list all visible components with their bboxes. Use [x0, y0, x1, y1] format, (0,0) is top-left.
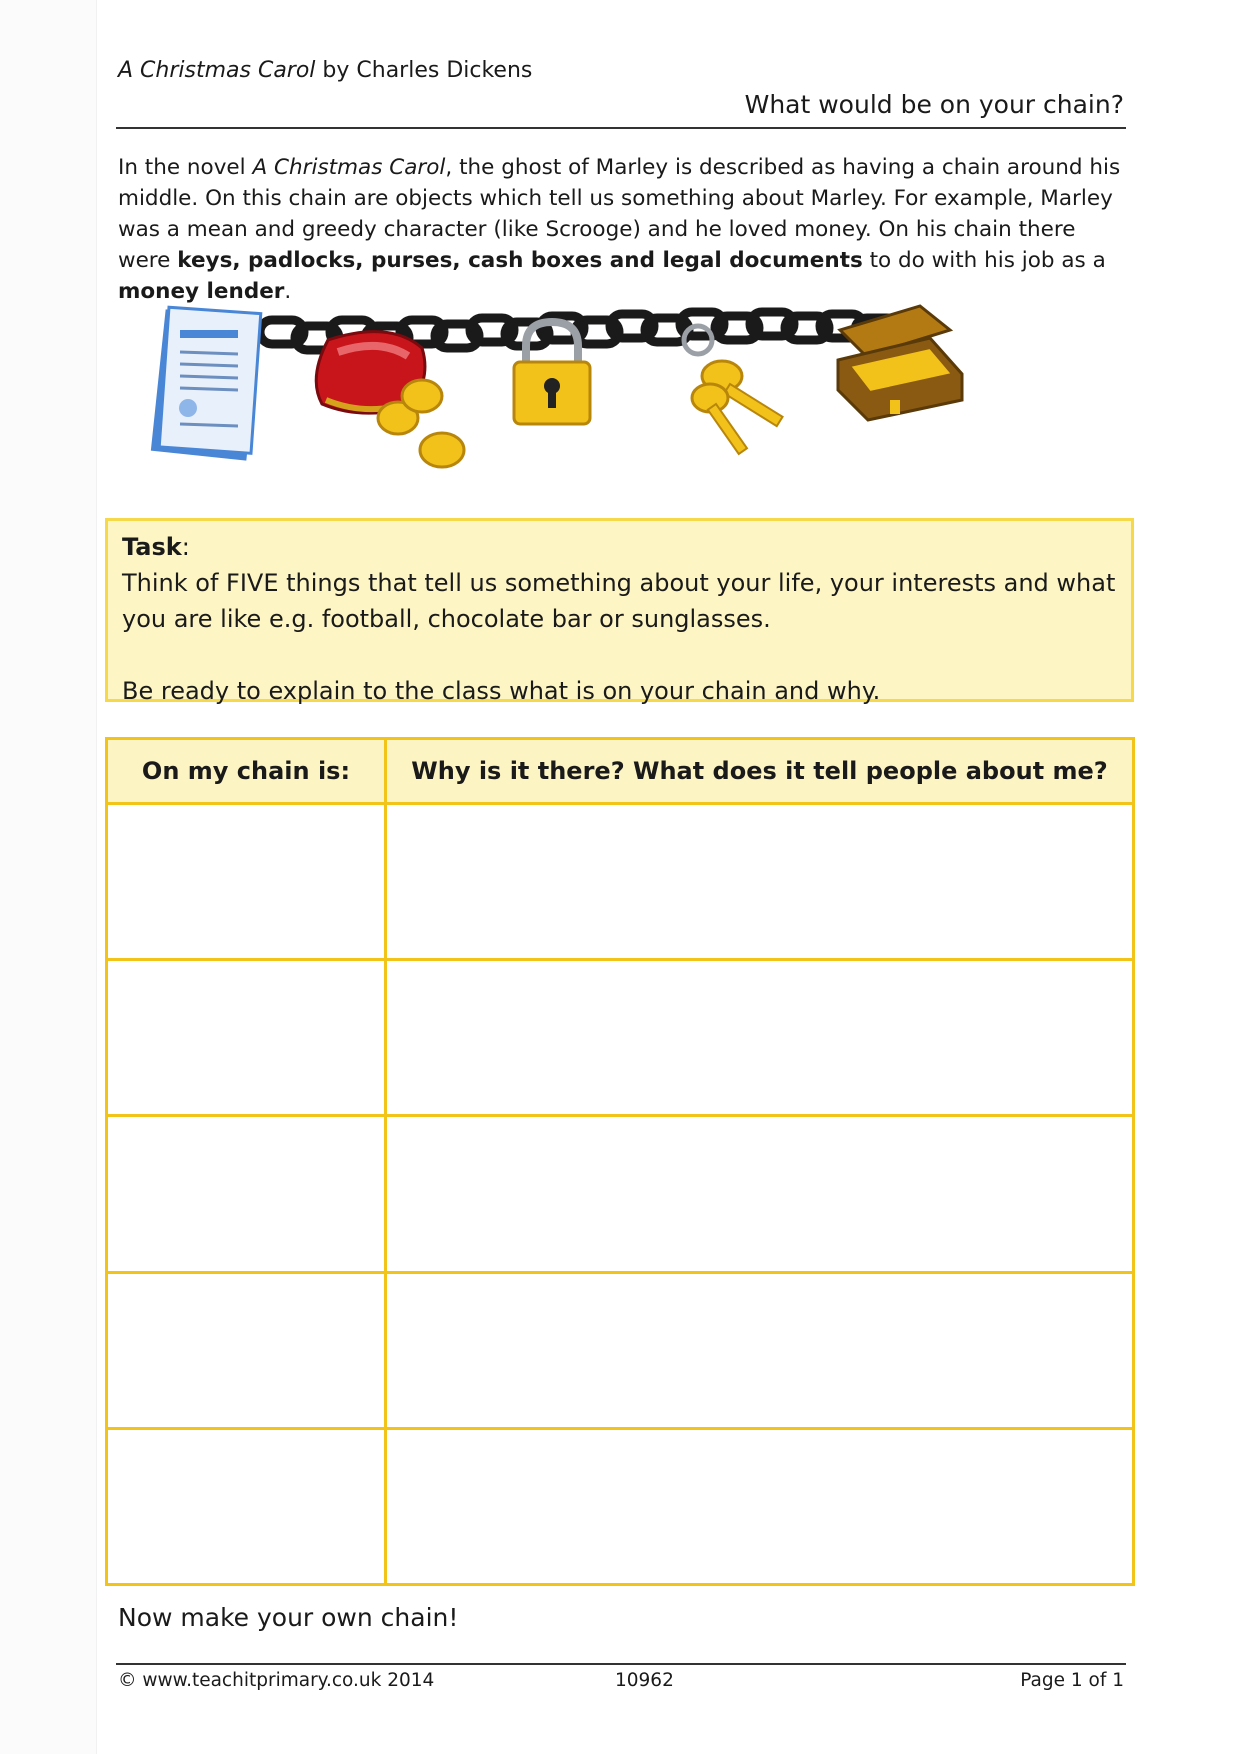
header-rule — [116, 127, 1126, 129]
table-header-row — [107, 739, 1134, 804]
task-heading: Task — [122, 533, 182, 561]
table-row — [107, 960, 1134, 1116]
chain-table — [105, 737, 1135, 1586]
title-rest: by Charles Dickens — [315, 58, 533, 83]
title-italic: A Christmas Carol — [118, 58, 316, 83]
table-row — [107, 1428, 1134, 1584]
item-cell[interactable] — [107, 960, 386, 1116]
task-heading-colon: : — [181, 533, 190, 561]
closing-instruction: Now make your own chain! — [118, 1603, 459, 1632]
document-title — [118, 58, 532, 83]
footer-resource-code: 10962 — [615, 1670, 674, 1691]
intro-paragraph — [118, 152, 1128, 307]
col-header-on-my-chain: On my chain is: — [107, 739, 386, 804]
chain-illustration — [150, 300, 1080, 490]
intro-text-7: . — [284, 279, 292, 304]
col-header-why: Why is it there? What does it tell people about me? — [386, 739, 1134, 804]
task-spacer — [122, 637, 1117, 673]
intro-text-3: , the ghost of Marley is described as having a chain around his middle. On this chain are objects which tell us something about Marley. For example, Marley was a mean and greedy character (like Scrooge) and he loved money. On his chain there were — [118, 155, 1121, 273]
reason-cell[interactable] — [386, 1272, 1134, 1428]
reason-cell[interactable] — [386, 804, 1134, 960]
table-row — [107, 1272, 1134, 1428]
intro-text-1: In the novel — [118, 155, 253, 180]
intro-objects-bold: keys, padlocks, purses, cash boxes and legal documents — [177, 248, 863, 273]
document-icon — [151, 307, 261, 460]
footer-page-number: Page 1 of 1 — [1020, 1670, 1124, 1691]
item-cell[interactable] — [107, 1428, 386, 1584]
keys-icon — [684, 326, 783, 454]
intro-book-title: A Christmas Carol — [252, 155, 446, 180]
intro-money-lender-bold: money lender — [118, 279, 285, 304]
reason-cell[interactable] — [386, 1116, 1134, 1272]
worksheet-subtitle: What would be on your chain? — [744, 90, 1124, 119]
task-box — [105, 518, 1134, 705]
item-cell[interactable] — [107, 804, 386, 960]
reason-cell[interactable] — [386, 1428, 1134, 1584]
footer-rule — [116, 1663, 1126, 1665]
task-explain-line: Be ready to explain to the class what is on your chain and why. — [122, 677, 881, 705]
page-margin-shade — [0, 0, 97, 1754]
table-row — [107, 1116, 1134, 1272]
item-cell[interactable] — [107, 1116, 386, 1272]
reason-cell[interactable] — [386, 960, 1134, 1116]
intro-text-5: to do with his job as a — [862, 248, 1106, 273]
task-instruction: Think of FIVE things that tell us something about your life, your interests and what you are like e.g. football, chocolate bar or sunglasses. — [122, 569, 1116, 633]
table-row — [107, 804, 1134, 960]
task-heading-row — [122, 529, 1117, 565]
item-cell[interactable] — [107, 1272, 386, 1428]
footer-copyright: © www.teachitprimary.co.uk 2014 — [118, 1670, 435, 1691]
